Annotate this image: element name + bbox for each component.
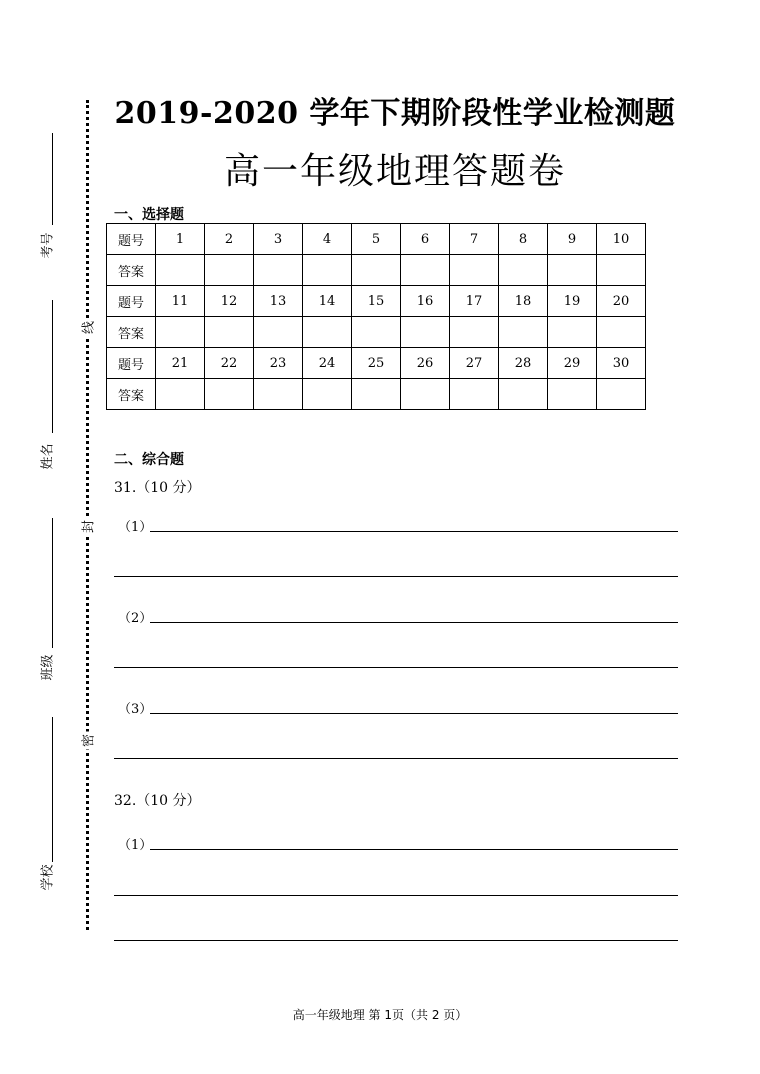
answer-cell[interactable]	[499, 317, 548, 348]
question-number-cell: 10	[597, 224, 646, 255]
answer-line[interactable]	[150, 849, 678, 850]
binding-dotted-line	[86, 100, 89, 930]
question-31-part-1-label: （1）	[118, 520, 153, 535]
question-number-cell: 11	[156, 286, 205, 317]
question-number-cell: 20	[597, 286, 646, 317]
grid-answer-row	[107, 317, 646, 348]
question-number-cell: 8	[499, 224, 548, 255]
answer-line[interactable]	[150, 531, 678, 532]
answer-cell[interactable]	[450, 255, 499, 286]
row-header-answer: 答案	[107, 317, 156, 348]
answer-line[interactable]	[150, 713, 678, 714]
answer-cell[interactable]	[548, 255, 597, 286]
page-footer: 高一年级地理 第 1页（共 2 页）	[292, 1008, 468, 1022]
answer-line[interactable]	[114, 576, 678, 577]
name-label: 姓名	[40, 443, 56, 470]
answer-cell[interactable]	[156, 255, 205, 286]
question-number-cell: 23	[254, 348, 303, 379]
question-number-cell: 30	[597, 348, 646, 379]
answer-cell[interactable]	[303, 379, 352, 410]
answer-cell[interactable]	[450, 379, 499, 410]
name-underline	[52, 300, 53, 433]
answer-cell[interactable]	[548, 379, 597, 410]
question-32-part-1-label: （1）	[118, 838, 153, 853]
answer-cell[interactable]	[254, 317, 303, 348]
question-number-cell: 27	[450, 348, 499, 379]
answer-line[interactable]	[114, 667, 678, 668]
page-title: 2019-2020 学年下期阶段性学业检测题	[114, 96, 676, 131]
question-31-part-2-label: （2）	[118, 611, 153, 626]
grid-answer-row	[107, 379, 646, 410]
class-label: 班级	[40, 654, 56, 681]
answer-cell[interactable]	[352, 255, 401, 286]
answer-line[interactable]	[114, 940, 678, 941]
answer-cell[interactable]	[597, 255, 646, 286]
row-header-number: 题号	[107, 286, 156, 317]
class-underline	[52, 518, 53, 648]
row-header-answer: 答案	[107, 379, 156, 410]
grid-number-row	[107, 224, 646, 255]
answer-grid	[106, 223, 646, 410]
answer-line[interactable]	[114, 758, 678, 759]
question-number-cell: 29	[548, 348, 597, 379]
school-underline	[52, 717, 53, 862]
question-number-cell: 9	[548, 224, 597, 255]
grid-number-row	[107, 286, 646, 317]
answer-cell[interactable]	[597, 317, 646, 348]
row-header-number: 题号	[107, 224, 156, 255]
answer-cell[interactable]	[156, 317, 205, 348]
answer-cell[interactable]	[401, 317, 450, 348]
answer-cell[interactable]	[205, 255, 254, 286]
seal-char-secret: 密	[78, 732, 97, 750]
question-number-cell: 15	[352, 286, 401, 317]
question-number-cell: 22	[205, 348, 254, 379]
exam-number-label: 考号	[40, 232, 56, 259]
question-number-cell: 14	[303, 286, 352, 317]
question-number-cell: 19	[548, 286, 597, 317]
question-number-cell: 26	[401, 348, 450, 379]
question-number-cell: 13	[254, 286, 303, 317]
answer-cell[interactable]	[254, 255, 303, 286]
answer-cell[interactable]	[205, 379, 254, 410]
section-comprehensive-heading: 二、综合题	[114, 452, 184, 468]
answer-cell[interactable]	[401, 255, 450, 286]
section-multiple-choice-heading: 一、选择题	[114, 207, 184, 223]
row-header-number: 题号	[107, 348, 156, 379]
question-number-cell: 25	[352, 348, 401, 379]
answer-cell[interactable]	[597, 379, 646, 410]
question-31-heading: 31.（10 分）	[114, 480, 201, 496]
answer-cell[interactable]	[401, 379, 450, 410]
question-number-cell: 7	[450, 224, 499, 255]
answer-cell[interactable]	[303, 317, 352, 348]
question-number-cell: 16	[401, 286, 450, 317]
question-number-cell: 21	[156, 348, 205, 379]
answer-cell[interactable]	[499, 255, 548, 286]
answer-cell[interactable]	[352, 317, 401, 348]
answer-cell[interactable]	[548, 317, 597, 348]
question-number-cell: 5	[352, 224, 401, 255]
question-number-cell: 1	[156, 224, 205, 255]
seal-char-seal: 封	[78, 518, 97, 536]
question-number-cell: 2	[205, 224, 254, 255]
answer-cell[interactable]	[254, 379, 303, 410]
row-header-answer: 答案	[107, 255, 156, 286]
question-number-cell: 4	[303, 224, 352, 255]
answer-cell[interactable]	[450, 317, 499, 348]
question-number-cell: 18	[499, 286, 548, 317]
question-number-cell: 3	[254, 224, 303, 255]
school-label: 学校	[40, 864, 56, 891]
question-number-cell: 28	[499, 348, 548, 379]
answer-cell[interactable]	[499, 379, 548, 410]
question-31-part-3-label: （3）	[118, 702, 153, 717]
grid-number-row	[107, 348, 646, 379]
answer-cell[interactable]	[303, 255, 352, 286]
answer-cell[interactable]	[156, 379, 205, 410]
answer-cell[interactable]	[205, 317, 254, 348]
seal-char-line: 线	[78, 319, 97, 337]
answer-line[interactable]	[150, 622, 678, 623]
question-32-heading: 32.（10 分）	[114, 793, 201, 809]
page-subtitle: 高一年级地理答题卷	[223, 151, 566, 192]
question-number-cell: 24	[303, 348, 352, 379]
grid-answer-row	[107, 255, 646, 286]
question-number-cell: 12	[205, 286, 254, 317]
answer-line[interactable]	[114, 895, 678, 896]
answer-cell[interactable]	[352, 379, 401, 410]
question-number-cell: 6	[401, 224, 450, 255]
question-number-cell: 17	[450, 286, 499, 317]
